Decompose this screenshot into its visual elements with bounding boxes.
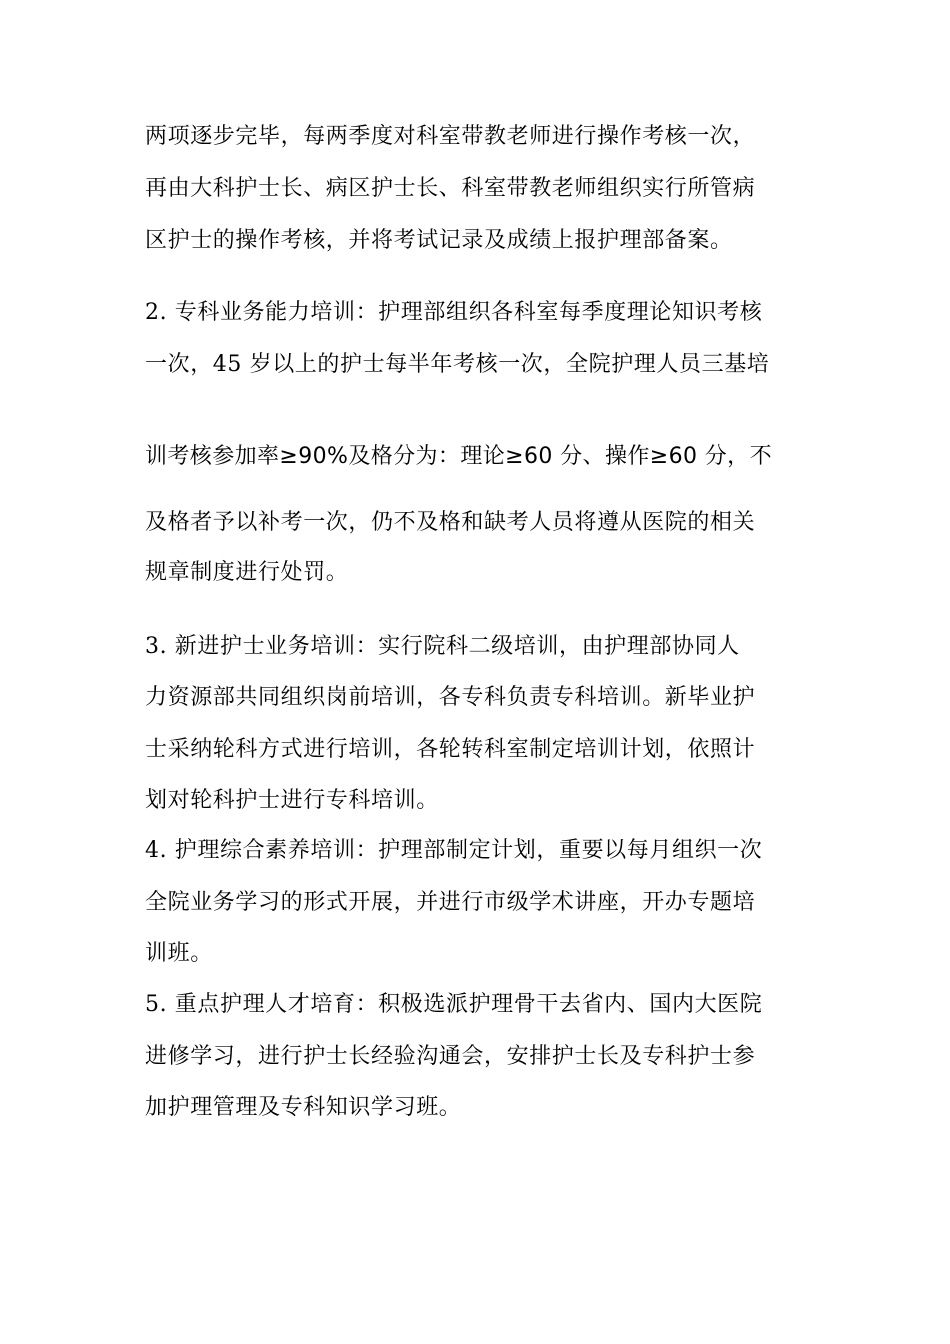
text-line: 训班。 — [145, 941, 213, 966]
text-line: 士采纳轮科方式进行培训，各轮转科室制定培训计划，依照计 — [145, 737, 756, 762]
text-line: 进修学习，进行护士长经验沟通会，安排护士长及专科护士参 — [145, 1044, 756, 1069]
text-line: 一次，45 岁以上的护士每半年考核一次，全院护理人员三基培 — [145, 352, 770, 377]
text-line: 训考核参加率≥90%及格分为：理论≥60 分、操作≥60 分，不 — [145, 444, 772, 469]
text-line: 划对轮科护士进行专科培训。 — [145, 788, 439, 813]
text-line: 再由大科护士长、病区护士长、科室带教老师组织实行所管病 — [145, 176, 756, 201]
text-line: 两项逐步完毕，每两季度对科室带教老师进行操作考核一次， — [145, 124, 756, 149]
text-line: 及格者予以补考一次，仍不及格和缺考人员将遵从医院的相关 — [145, 510, 756, 535]
text-line: 5. 重点护理人才培育：积极选派护理骨干去省内、国内大医院 — [145, 992, 763, 1017]
text-line: 规章制度进行处罚。 — [145, 560, 349, 585]
text-line: 4. 护理综合素养培训：护理部制定计划，重要以每月组织一次 — [145, 838, 763, 863]
text-line: 加护理管理及专科知识学习班。 — [145, 1095, 462, 1120]
text-line: 3. 新进护士业务培训：实行院科二级培训，由护理部协同人 — [145, 634, 740, 659]
text-line: 区护士的操作考核，并将考试记录及成绩上报护理部备案。 — [145, 228, 733, 253]
text-line: 2. 专科业务能力培训：护理部组织各科室每季度理论知识考核 — [145, 300, 763, 325]
text-line: 力资源部共同组织岗前培训，各专科负责专科培训。新毕业护 — [145, 685, 756, 710]
text-line: 全院业务学习的形式开展，并进行市级学术讲座，开办专题培 — [145, 890, 756, 915]
